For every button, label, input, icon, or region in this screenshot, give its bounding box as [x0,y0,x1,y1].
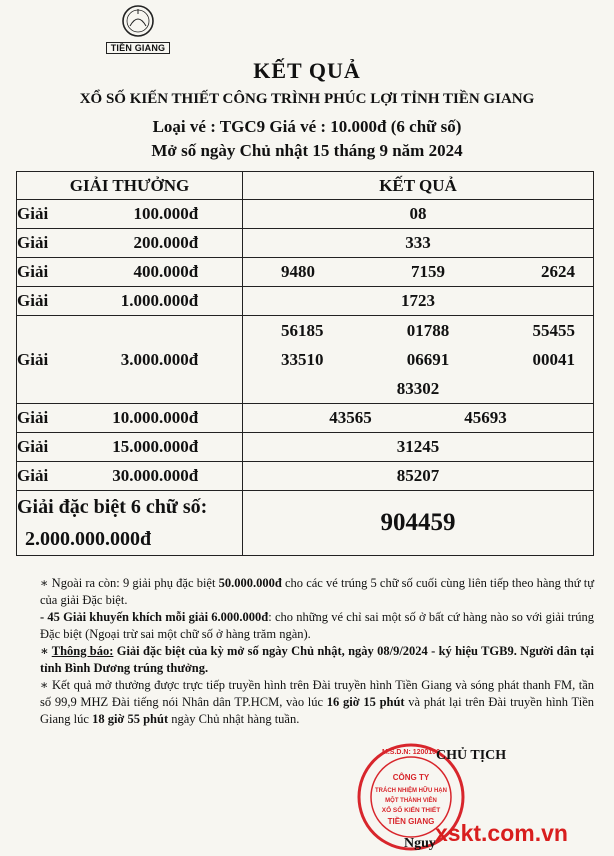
result-cell [243,287,594,316]
stamp-line: CÔNG TY [392,773,430,782]
result-number: 01788 [406,320,450,340]
prize-label: Giải [17,291,49,310]
page-subtitle: XỔ SỐ KIẾN THIẾT CÔNG TRÌNH PHÚC LỢI TỈNH TIỀN GIANG [79,91,535,107]
result-number: 333 [405,233,431,252]
result-number: 00041 [532,349,575,369]
table-row [17,287,594,316]
prize-amount: 3.000.000đ [120,349,199,369]
signer-name: Nguy [404,836,436,851]
result-number: 45693 [464,408,507,427]
notes-section [16,575,594,728]
note-extra-prizes: ∗ Ngoài ra còn: 9 giải phụ đặc biệt 50.000.000đ cho các vé trúng 5 chữ số cuối cùng liên tiếp theo hàng thứ tự của giải Đặc biệt. [40,576,594,607]
result-cell [243,258,594,287]
table-row [17,258,594,287]
prize-cell [17,316,243,404]
draw-date: Mở số ngày Chủ nhật 15 tháng 9 năm 2024 [151,141,463,160]
logo-band-text: TIỀN GIANG [106,42,171,54]
prize-label: Giải [17,437,49,456]
prize-cell [17,287,243,316]
result-number: 9480 [281,262,315,281]
result-number: 08 [409,204,427,223]
prize-cell [17,433,243,462]
result-number: 31245 [396,437,440,456]
result-number: 55455 [532,320,575,340]
result-cell [243,229,594,258]
prize-amount: 1.000.000đ [120,291,199,310]
site-watermark: xskt.com.vn [435,820,568,846]
prize-amount: 200.000đ [133,233,199,252]
result-number: 33510 [281,349,324,369]
result-cell [243,316,594,404]
result-number: 85207 [396,466,440,485]
prize-amount: 400.000đ [133,262,199,281]
prize-cell [17,229,243,258]
result-cell [243,433,594,462]
result-number: 43565 [329,408,372,427]
note-announcement: ∗ Thông báo: Giải đặc biệt của kỳ mở số ngày Chủ nhật, ngày 08/9/2024 - ký hiệu TGB9. Người dân tại tỉnh Bình Dương trúng thưởng. [40,644,594,675]
special-prize-label: Giải đặc biệt 6 chữ số: [17,496,208,518]
result-number: 2624 [541,262,575,281]
stamp-line: TIỀN GIANG [387,817,435,826]
prize-label: Giải [17,233,49,252]
prize-label: Giải [17,466,49,485]
result-number: 1723 [401,291,435,310]
table-row [17,316,594,404]
special-prize-cell [17,491,243,556]
stamp-line: MỘT THÀNH VIÊN [385,798,437,804]
note-broadcast: ∗ Kết quả mở thưởng được trực tiếp truyền hình trên Đài truyền hình Tiền Giang và sóng phát thanh FM, tần số 99,9 MHZ Đài tiếng nói Nhân dân TP.HCM, vào lúc 16 giờ 15 phút và phát lại trên Đài truyền hình Tiền Giang lúc 18 giờ 55 phút ngày Chủ nhật hàng tuần. [40,678,594,726]
col-result-header: KẾT QUẢ [243,172,594,200]
prize-label: Giải [17,408,49,427]
table-row [17,462,594,491]
result-cell [243,200,594,229]
prize-amount: 30.000.000đ [112,466,199,485]
result-number: 06691 [406,349,450,369]
ticket-info: Loại vé : TGC9 Giá vé : 10.000đ (6 chữ số) [152,117,462,136]
page-title: KẾT QUẢ [253,58,361,83]
special-prize-amount: 2.000.000.000đ [25,528,152,550]
stamp-line: XỔ SỐ KIẾN THIẾT [381,807,441,814]
signature-title: CHỦ TỊCH [436,748,507,763]
prize-cell [17,462,243,491]
table-row [17,433,594,462]
table-row [17,200,594,229]
prize-cell [17,200,243,229]
prize-label: Giải [17,349,49,369]
prize-amount: 15.000.000đ [112,437,199,456]
prize-amount: 100.000đ [133,204,199,223]
result-number: 7159 [411,262,445,281]
result-cell [243,462,594,491]
result-number: 83302 [396,378,440,398]
prize-label: Giải [17,204,49,223]
results-table [16,171,594,556]
lottery-logo [96,4,180,52]
stamp-line: TRÁCH NHIỆM HỮU HẠN [375,788,447,794]
result-number: 56185 [281,320,324,340]
prize-amount: 10.000.000đ [112,408,199,427]
table-row [17,229,594,258]
prize-label: Giải [17,262,49,281]
result-cell [243,404,594,433]
col-prize-header: GIẢI THƯỞNG [17,172,243,200]
seal-icon [116,4,160,38]
stamp-ring-text: M.S.D.N: 1200100 [382,749,440,756]
special-prize-row [17,491,594,556]
table-row [17,404,594,433]
prize-cell [17,404,243,433]
table-header-row [17,172,594,200]
prize-cell [17,258,243,287]
special-prize-number: 904459 [243,491,594,556]
note-consolation: - 45 Giải khuyến khích mỗi giải 6.000.000đ: cho những vé chỉ sai một số ở bất cứ hàng nào so với giải trúng Đặc biệt (Ngoại trừ sai một chữ số ở hàng trăm ngàn). [40,610,594,641]
